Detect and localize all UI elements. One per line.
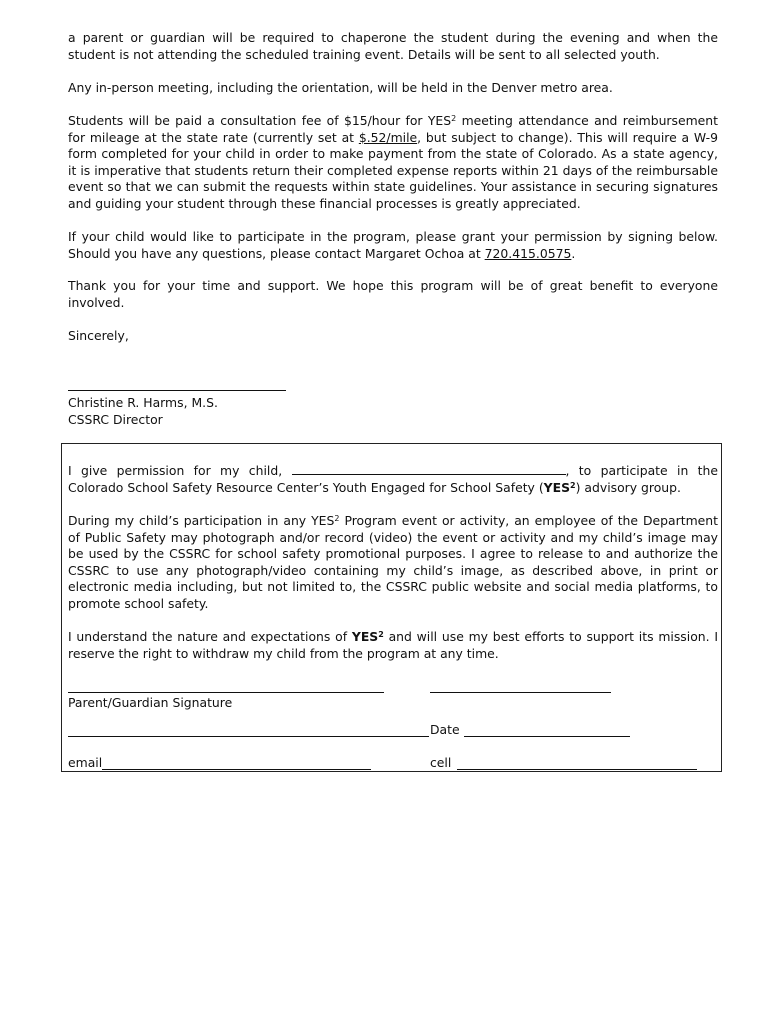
second-signature-field[interactable] <box>68 736 429 737</box>
email-label: email <box>68 755 103 770</box>
parent-signature-field[interactable] <box>68 692 384 693</box>
signer-title: CSSRC Director <box>68 412 163 427</box>
paragraph-thank-you: Thank you for your time and support. We hope this program will be of great benefit to everyone involved. <box>68 278 718 310</box>
paragraph-participation: If your child would like to participate in the program, please grant your permission by signing below. Should you have any questions, please contact Margaret Ochoa at 720.415.0575. <box>68 229 718 261</box>
paragraph-meeting-location: Any in-person meeting, including the orientation, will be held in the Denver metro area. <box>68 80 613 95</box>
cell-field[interactable] <box>457 769 697 770</box>
child-name-field[interactable] <box>292 463 566 475</box>
phone-number[interactable]: 720.415.0575 <box>484 245 572 261</box>
media-release-statement: During my child’s participation in any YES$^2$ Program event or activity, an employee of the Department of Public Safety may photograph and/or record (video) the event or activity and my child’s image may be used by the CSSRC for school safety promotional purposes. I agree to release to and authorize the CSSRC to use any photograph/video containing my child’s image, as described above, in print or electronic media including, but not limited to, the CSSRC public website and social media platforms, to promote school safety. <box>68 513 718 611</box>
parent-signature-label: Parent/Guardian Signature <box>68 695 233 710</box>
understanding-statement: I understand the nature and expectations of YES$^2$ and will use my best efforts to support its mission. I reserve the right to withdraw my child from the program at any time. <box>68 629 718 661</box>
signer-name: Christine R. Harms, M.S. <box>68 395 218 410</box>
email-field[interactable] <box>102 769 371 770</box>
paragraph-chaperone: a parent or guardian will be required to chaperone the student during the evening and when the student is not attending the scheduled training event. Details will be sent to all selected youth. <box>68 30 718 62</box>
permission-statement: I give permission for my child, , to participate in the Colorado School Safety Resource Center’s Youth Engaged for School Safety (YES$^2$) advisory group. <box>68 463 718 495</box>
paragraph-consultation-fee: Students will be paid a consultation fee of $15/hour for YES$^2$ meeting attendance and reimbursement for mileage at the state rate (currently set at $.52/mile, but subject to change). This will require a W-9 form completed for your child in order to make payment from the state of Colorado. As a state agency, it is imperative that students return their completed expense reports within 21 days of the reimbursable event so that we can submit the requests within state guidelines. Your assistance in securing signatures and guiding your student through these financial processes is greatly appreciated. <box>68 113 719 211</box>
mileage-rate: $.52/mile <box>358 129 418 145</box>
closing: Sincerely, <box>68 328 129 343</box>
date-field[interactable] <box>464 736 630 737</box>
date-label: Date <box>430 722 460 737</box>
parent-signature-date-field[interactable] <box>430 692 611 693</box>
cell-label: cell <box>430 755 452 770</box>
director-signature-line <box>68 390 286 391</box>
